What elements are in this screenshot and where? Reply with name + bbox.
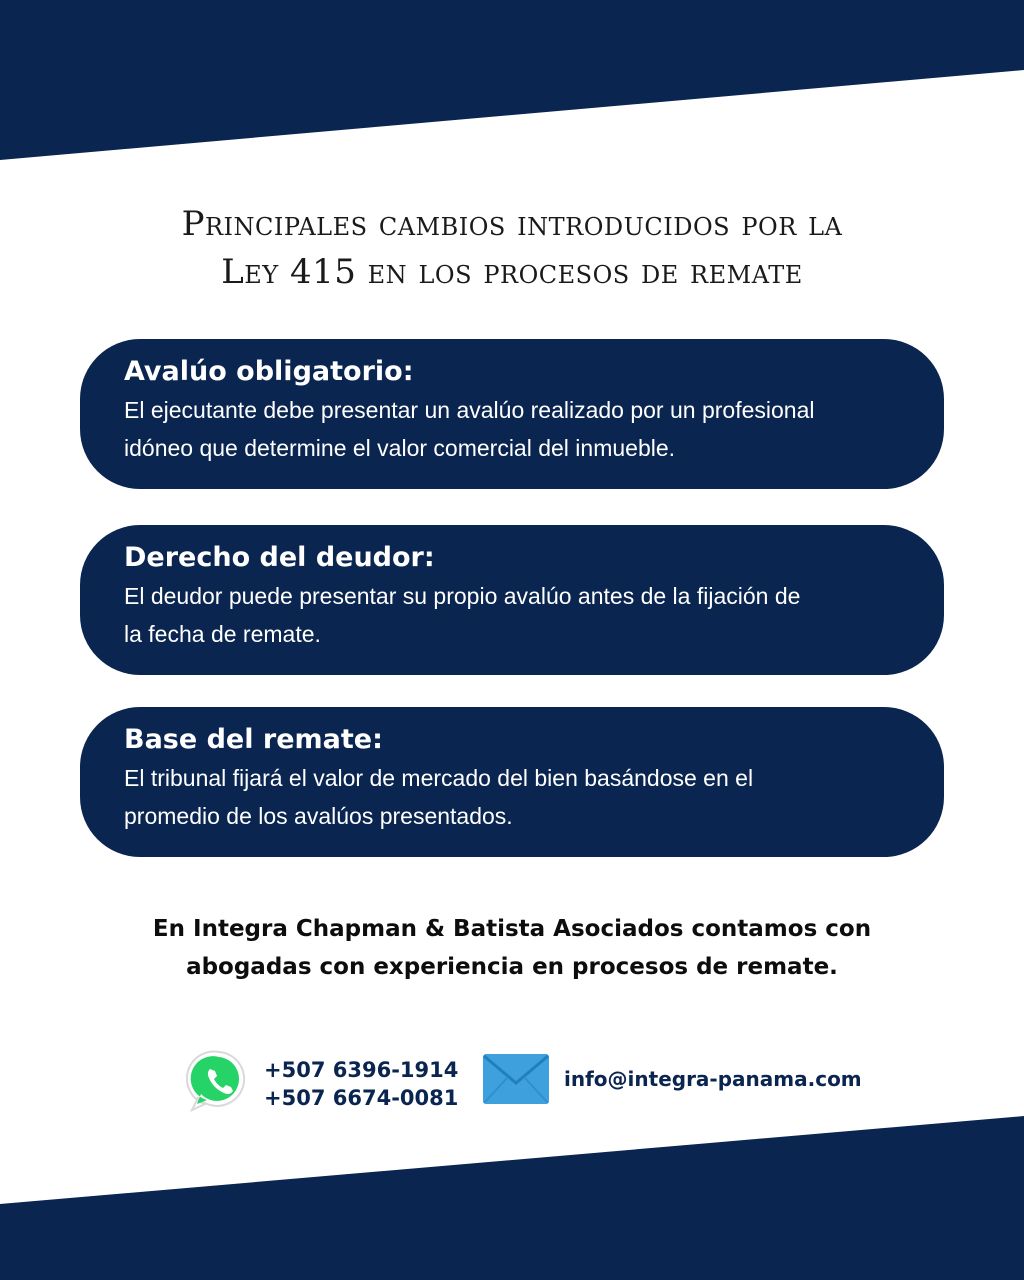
card-text: El deudor puede presentar su propio avalúo antes de la fijación de la fecha de remate. [124, 583, 801, 647]
phone-number-2[interactable]: +507 6674-0081 [264, 1086, 459, 1110]
top-navy-band [0, 0, 1024, 170]
tagline: En Integra Chapman & Batista Asociados contamos con abogadas con experiencia en procesos de remate. [152, 916, 872, 980]
card-derecho-del-deudor [80, 525, 944, 675]
title-line-1: Principales cambios introducidos por la [181, 204, 843, 244]
card-heading: Derecho del deudor: [124, 542, 435, 573]
page-title [60, 200, 964, 296]
phone-number-1[interactable]: +507 6396-1914 [264, 1058, 459, 1082]
title-line-2: Ley 415 en los procesos de remate [221, 252, 803, 292]
mail-icon[interactable] [482, 1053, 550, 1105]
contact-section [186, 1048, 886, 1118]
card-heading: Base del remate: [124, 724, 383, 755]
whatsapp-icon[interactable] [186, 1048, 252, 1114]
card-base-del-remate [80, 707, 944, 857]
phone-numbers [264, 1056, 458, 1112]
card-heading: Avalúo obligatorio: [124, 356, 414, 387]
email-address[interactable]: info@integra-panama.com [564, 1067, 862, 1091]
bottom-navy-band [0, 1110, 1024, 1280]
card-text: El ejecutante debe presentar un avalúo realizado por un profesional idóneo que determine el valor comercial del inmueble. [124, 397, 815, 461]
card-avaluo-obligatorio [80, 339, 944, 489]
card-text: El tribunal fijará el valor de mercado del bien basándose en el promedio de los avalúos presentados. [124, 765, 754, 829]
